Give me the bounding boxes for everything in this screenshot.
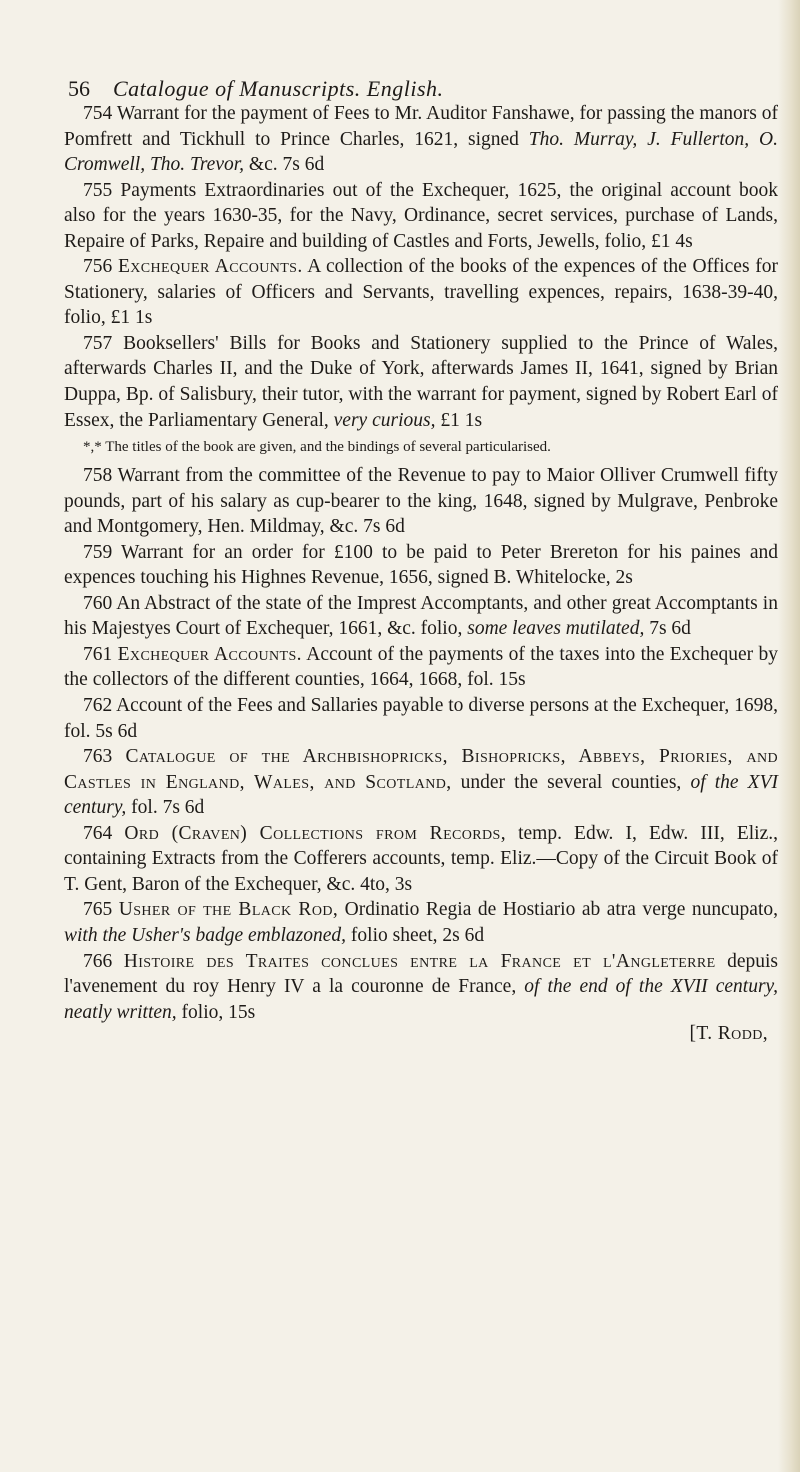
entry-number: 763	[83, 746, 113, 768]
entry-price: 7s 6d	[644, 618, 691, 640]
page-edge	[778, 0, 800, 1472]
entry-number: 762	[83, 695, 113, 717]
entry-number: 758	[83, 465, 113, 487]
entry-763	[64, 744, 778, 821]
entry-762	[64, 693, 778, 744]
entry-heading: Histoire des Traites conclues entre la France et l'Angleterre	[123, 950, 716, 972]
entry-758	[64, 463, 778, 540]
entry-text: Warrant for an order for £100 to be paid to Peter Brereton for his paines and expences touching his Highnes Revenue, 1656, signed B. Whitelocke, 2s	[64, 541, 778, 589]
entry-number: 761	[83, 643, 113, 665]
entry-text: temp. Edw. I, Edw. III, Eliz., containing Extracts from the Cofferers accounts, temp. Eliz.—Copy of the Circuit Book of T. Gent, Baron of the Exchequer, &c. 4to, 3s	[64, 822, 778, 895]
entry-number: 765	[83, 899, 113, 921]
entry-price: &c. 7s 6d	[244, 154, 325, 176]
entry-765	[64, 897, 778, 948]
entry-remark: of the XVI century,	[64, 771, 778, 819]
entry-remark: of the end of the XVII century, neatly written,	[64, 976, 778, 1023]
entry-heading: Ord (Craven) Collections from Records,	[124, 822, 506, 844]
entry-number: 764	[83, 822, 113, 844]
entry-price: £1 1s	[435, 409, 483, 431]
entry-text: Account of the Fees and Sallaries payable to diverse persons at the Exchequer, 1698, fol. 5s 6d	[64, 695, 778, 742]
entry-text: under the several counties,	[451, 771, 691, 793]
entry-text: An Abstract of the state of the Imprest Accomptants, and other great Accomptants in his Majestyes Court of Exchequer, 1661, &c. folio,	[64, 592, 778, 640]
entry-number: 766	[83, 950, 113, 972]
entry-text: Payments Extraordinaries out of the Exchequer, 1625, the original account book also for the years 1630-35, for the Navy, Ordinance, secret services, purchase of Lands, Repaire of Parks, Repaire and building of Castles and Forts, Jewells, folio, £1 4s	[64, 179, 778, 252]
entry-text: depuis l'avenement du roy Henry IV a la couronne de France,	[64, 950, 778, 998]
entry-heading: Usher of the Black Rod,	[118, 899, 339, 921]
entry-764	[64, 821, 778, 898]
page-number: 56	[68, 76, 90, 101]
catalogue-entries	[64, 101, 778, 1047]
entry-755	[64, 178, 778, 255]
entry-text: Warrant from the committee of the Revenue to pay to Maior Olliver Crumwell fifty pounds, part of his salary as cup-bearer to the king, 1648, signed by Mulgrave, Penbroke and Montgomery, Hen. Mildmay, &c. 7s 6d	[64, 465, 778, 538]
entry-number: 757	[83, 332, 113, 354]
entry-number: 759	[83, 541, 113, 563]
entry-756	[64, 254, 778, 331]
entry-heading: Exchequer Accounts.	[117, 643, 302, 665]
entry-754	[64, 101, 778, 178]
catchword: [T. Rodd,	[689, 1023, 768, 1045]
running-header	[68, 76, 758, 102]
entry-text: Account of the payments of the taxes into the Exchequer by the collectors of the different counties, 1664, 1668, fol. 15s	[64, 643, 778, 691]
entry-number: 754	[83, 103, 113, 124]
entry-760	[64, 591, 778, 642]
entry-heading: Exchequer Accounts.	[117, 256, 303, 278]
entry-number: 755	[83, 179, 113, 201]
entry-761	[64, 642, 778, 693]
entry-price: fol. 7s 6d	[126, 797, 205, 819]
entry-price: folio sheet, 2s 6d	[346, 924, 485, 946]
entry-text: A collection of the books of the expences of the Offices for Stationery, salaries of Officers and Servants, travelling expences, repairs, 1638-39-40, folio, £1 1s	[64, 256, 778, 329]
entry-number: 760	[83, 592, 113, 614]
entry-remark: some leaves mutilated,	[467, 618, 645, 640]
page-title: Catalogue of Manuscripts. English.	[113, 76, 444, 101]
entry-price: folio, 15s	[176, 1001, 256, 1023]
entry-766	[64, 949, 778, 1026]
entry-signers: Tho. Murray, J. Fullerton, O. Cromwell, Tho. Trevor,	[64, 128, 778, 176]
entry-text: Ordinatio Regia de Hostiario ab atra verge nuncupato,	[338, 899, 778, 921]
entry-number: 756	[83, 256, 113, 278]
entry-759	[64, 540, 778, 591]
entry-757	[64, 331, 778, 433]
entry-remark: with the Usher's badge emblazoned,	[64, 924, 347, 946]
footnote-757: *,* The titles of the book are given, and the bindings of several particularised.	[83, 439, 551, 456]
entry-remark: very curious,	[333, 409, 436, 431]
entry-text: Booksellers' Bills for Books and Stationery supplied to the Prince of Wales, afterwards Charles II, and the Duke of York, afterwards James II, 1641, signed by Brian Duppa, Bp. of Salisbury, their tutor, with the warrant for payment, signed by Robert Earl of Essex, the Parliamentary General,	[64, 332, 779, 431]
entry-text: Warrant for the payment of Fees to Mr. Auditor Fanshawe, for passing the manors of Pomfrett and Tickhull to Prince Charles, 1621, signed	[64, 103, 778, 150]
entry-heading: Catalogue of the Archbishopricks, Bishopricks, Abbeys, Priories, and Castles in England, Wales, and Scotland,	[64, 746, 778, 793]
